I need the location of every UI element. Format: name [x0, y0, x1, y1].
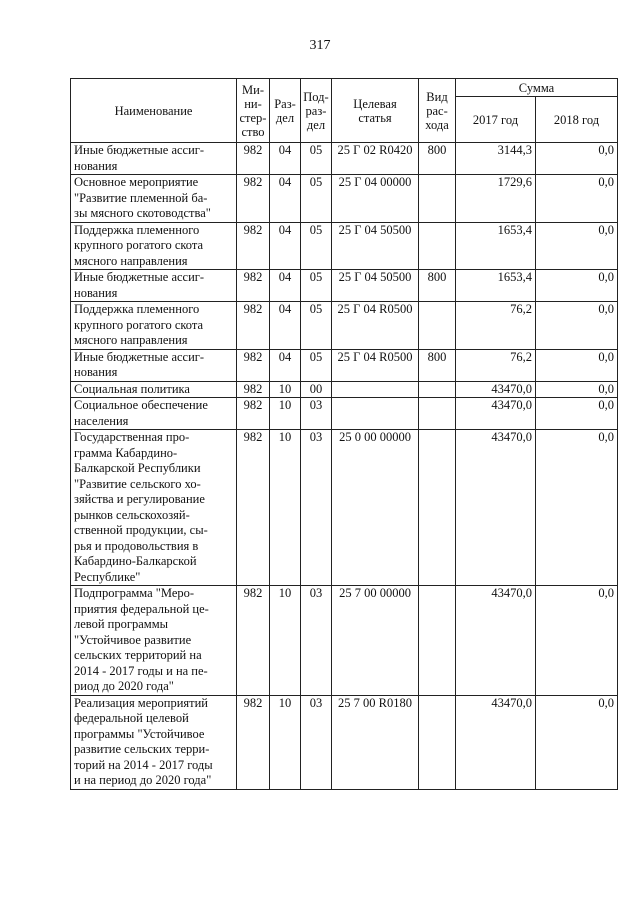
row-sum-2018: 0,0	[536, 175, 618, 223]
table-row	[71, 349, 618, 381]
header-ministry: Ми- ни- стер- ство	[237, 79, 270, 143]
row-subsection: 05	[301, 302, 332, 350]
row-sum-2018: 0,0	[536, 349, 618, 381]
table-row	[71, 586, 618, 696]
row-target: 25 Г 04 50500	[332, 222, 419, 270]
row-section: 10	[270, 695, 301, 789]
header-subsection: Под- раз- дел	[301, 79, 332, 143]
row-expense-type: 800	[419, 143, 456, 175]
row-sum-2018: 0,0	[536, 695, 618, 789]
row-target: 25 Г 04 R0500	[332, 302, 419, 350]
header-sum: Сумма	[456, 79, 618, 97]
row-name: Подпрограмма "Меро- приятия федеральной це- левой программы "Устойчивое развитие сельских территорий на 2014 - 2017 годы и на пе- риод до 2020 года"	[71, 586, 237, 696]
row-expense-type	[419, 586, 456, 696]
row-expense-type	[419, 222, 456, 270]
row-expense-type: 800	[419, 270, 456, 302]
table-row	[71, 143, 618, 175]
row-sum-2017: 76,2	[456, 302, 536, 350]
page-number: 317	[309, 38, 331, 53]
row-ministry: 982	[237, 398, 270, 430]
row-section: 04	[270, 302, 301, 350]
budget-table	[70, 78, 618, 790]
row-sum-2017: 43470,0	[456, 586, 536, 696]
row-subsection: 05	[301, 143, 332, 175]
row-sum-2018: 0,0	[536, 586, 618, 696]
row-section: 04	[270, 175, 301, 223]
row-name: Социальное обеспечение населения	[71, 398, 237, 430]
row-expense-type	[419, 175, 456, 223]
table-row	[71, 430, 618, 586]
row-ministry: 982	[237, 349, 270, 381]
row-sum-2017: 3144,3	[456, 143, 536, 175]
row-sum-2017: 43470,0	[456, 398, 536, 430]
row-name: Поддержка племенного крупного рогатого скота мясного направления	[71, 222, 237, 270]
row-target: 25 Г 04 50500	[332, 270, 419, 302]
row-ministry: 982	[237, 175, 270, 223]
row-ministry: 982	[237, 430, 270, 586]
row-name: Реализация мероприятий федеральной целевой программы "Устойчивое развитие сельских терри- торий на 2014 - 2017 годы и на период до 2020 года"	[71, 695, 237, 789]
row-target: 25 Г 02 R0420	[332, 143, 419, 175]
row-section: 04	[270, 349, 301, 381]
header-name: Наименование	[71, 79, 237, 143]
row-ministry: 982	[237, 222, 270, 270]
table-row	[71, 302, 618, 350]
row-subsection: 00	[301, 381, 332, 398]
row-name: Иные бюджетные ассиг- нования	[71, 270, 237, 302]
row-target: 25 Г 04 00000	[332, 175, 419, 223]
row-section: 04	[270, 222, 301, 270]
row-expense-type	[419, 430, 456, 586]
row-ministry: 982	[237, 381, 270, 398]
row-subsection: 03	[301, 398, 332, 430]
row-subsection: 05	[301, 175, 332, 223]
row-target: 25 7 00 00000	[332, 586, 419, 696]
row-sum-2018: 0,0	[536, 270, 618, 302]
row-subsection: 03	[301, 586, 332, 696]
row-sum-2018: 0,0	[536, 430, 618, 586]
row-sum-2017: 1653,4	[456, 222, 536, 270]
header-expense-type: Вид рас- хода	[419, 79, 456, 143]
row-sum-2017: 1729,6	[456, 175, 536, 223]
row-subsection: 03	[301, 695, 332, 789]
header-target: Целевая статья	[332, 79, 419, 143]
table-row	[71, 695, 618, 789]
row-target: 25 0 00 00000	[332, 430, 419, 586]
row-subsection: 05	[301, 349, 332, 381]
row-name: Государственная про- грамма Кабардино- Балкарской Республики "Развитие сельского хо- зяйства и регулирование рынков сельскохозяй- ственной продукции, сы- рья и продовольствия в Кабардино-Балкарской Республике"	[71, 430, 237, 586]
row-section: 04	[270, 270, 301, 302]
row-sum-2018: 0,0	[536, 302, 618, 350]
table-body	[71, 143, 618, 790]
row-name: Иные бюджетные ассиг- нования	[71, 349, 237, 381]
row-expense-type	[419, 302, 456, 350]
row-name: Социальная политика	[71, 381, 237, 398]
row-sum-2017: 1653,4	[456, 270, 536, 302]
row-sum-2018: 0,0	[536, 381, 618, 398]
row-expense-type	[419, 398, 456, 430]
row-sum-2018: 0,0	[536, 143, 618, 175]
row-expense-type	[419, 381, 456, 398]
table-row	[71, 175, 618, 223]
row-expense-type: 800	[419, 349, 456, 381]
row-sum-2017: 76,2	[456, 349, 536, 381]
row-ministry: 982	[237, 586, 270, 696]
row-ministry: 982	[237, 302, 270, 350]
row-section: 10	[270, 430, 301, 586]
row-section: 04	[270, 143, 301, 175]
row-ministry: 982	[237, 270, 270, 302]
row-target: 25 7 00 R0180	[332, 695, 419, 789]
row-ministry: 982	[237, 695, 270, 789]
table-row	[71, 381, 618, 398]
row-name: Иные бюджетные ассиг- нования	[71, 143, 237, 175]
row-subsection: 05	[301, 222, 332, 270]
row-target: 25 Г 04 R0500	[332, 349, 419, 381]
row-expense-type	[419, 695, 456, 789]
row-sum-2018: 0,0	[536, 222, 618, 270]
row-sum-2017: 43470,0	[456, 695, 536, 789]
row-section: 10	[270, 381, 301, 398]
row-target	[332, 381, 419, 398]
row-ministry: 982	[237, 143, 270, 175]
row-section: 10	[270, 398, 301, 430]
row-name: Основное мероприятие "Развитие племенной ба- зы мясного скотоводства"	[71, 175, 237, 223]
row-name: Поддержка племенного крупного рогатого скота мясного направления	[71, 302, 237, 350]
header-year-2018: 2018 год	[536, 97, 618, 143]
table-row	[71, 398, 618, 430]
row-sum-2017: 43470,0	[456, 381, 536, 398]
table-row	[71, 222, 618, 270]
header-year-2017: 2017 год	[456, 97, 536, 143]
table-row	[71, 270, 618, 302]
header-section: Раз- дел	[270, 79, 301, 143]
row-subsection: 03	[301, 430, 332, 586]
row-target	[332, 398, 419, 430]
row-sum-2017: 43470,0	[456, 430, 536, 586]
row-section: 10	[270, 586, 301, 696]
row-subsection: 05	[301, 270, 332, 302]
row-sum-2018: 0,0	[536, 398, 618, 430]
